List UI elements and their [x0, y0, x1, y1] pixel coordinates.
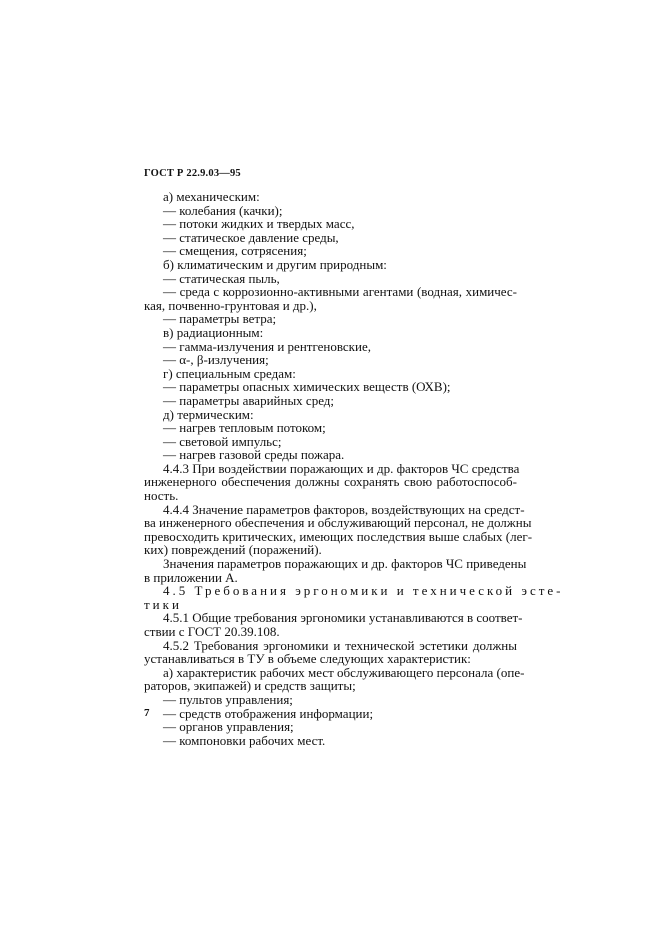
- text-line: раторов, экипажей) и средств защиты;: [144, 678, 356, 694]
- text-line: — α-, β-излучения;: [163, 352, 269, 368]
- text-line: б) климатическим и другим природным:: [163, 256, 387, 272]
- text-line: 4.5.2 Требования эргономики и технической эстетики должны: [163, 637, 517, 653]
- text-line: в) радиационным:: [163, 324, 264, 340]
- text-line: в приложении А.: [144, 569, 238, 585]
- document-header: ГОСТ Р 22.9.03—95: [144, 168, 241, 179]
- text-line: превосходить критических, имеющих последствия выше слабых (лег-: [144, 528, 533, 544]
- text-line: Значения параметров поражающих и др. факторов ЧС приведены: [163, 556, 527, 572]
- text-line: г) специальным средам:: [163, 365, 296, 381]
- text-line: устанавливаться в ТУ в объеме следующих характеристик:: [144, 651, 471, 667]
- text-line: — параметры ветра;: [163, 311, 277, 327]
- section-heading: 4.5 Требования эргономики и технической эсте-: [163, 583, 564, 599]
- text-line: — световой импульс;: [163, 433, 282, 449]
- text-line: ких) повреждений (поражений).: [144, 542, 322, 558]
- text-line: — органов управления;: [163, 719, 294, 735]
- text-line: — гамма-излучения и рентгеновские,: [163, 338, 371, 354]
- body-text: [144, 189, 564, 748]
- page-number: 7: [144, 707, 150, 719]
- text-line: ва инженерного обеспечения и обслуживающий персонал, не должны: [144, 515, 532, 531]
- text-line: 4.4.3 При воздействии поражающих и др. факторов ЧС средства: [163, 460, 520, 476]
- text-line: ность.: [144, 488, 179, 504]
- text-line: — пультов управления;: [163, 691, 293, 707]
- text-line: — потоки жидких и твердых масс,: [163, 216, 355, 232]
- text-line: а) характеристик рабочих мест обслуживающего персонала (опе-: [163, 664, 525, 680]
- text-line: — нагрев газовой среды пожара.: [163, 447, 345, 463]
- text-line: — компоновки рабочих мест.: [163, 732, 326, 748]
- text-line: кая, почвенно-грунтовая и др.),: [144, 297, 317, 313]
- text-line: 4.5.1 Общие требования эргономики устанавливаются в соответ-: [163, 610, 523, 626]
- text-line: — статическая пыль,: [163, 270, 280, 286]
- text-line: — среда с коррозионно-активными агентами (водная, химичес-: [163, 284, 517, 300]
- text-line: — нагрев тепловым потоком;: [163, 420, 326, 436]
- text-line: — параметры опасных химических веществ (ОХВ);: [163, 379, 451, 395]
- text-line: — статическое давление среды,: [163, 229, 339, 245]
- section-heading: тики: [144, 596, 182, 612]
- text-line: а) механическим:: [163, 189, 260, 204]
- text-line: — колебания (качки);: [163, 202, 283, 218]
- text-line: инженерного обеспечения должны сохранять свою работоспособ-: [144, 474, 517, 490]
- text-line: — параметры аварийных сред;: [163, 392, 335, 408]
- text-line: — средств отображения информации;: [163, 705, 374, 721]
- text-line: ствии с ГОСТ 20.39.108.: [144, 624, 280, 639]
- text-line: — смещения, сотрясения;: [163, 243, 307, 259]
- text-line: д) термическим:: [163, 406, 254, 422]
- text-line: 4.4.4 Значение параметров факторов, воздействующих на средст-: [163, 501, 525, 517]
